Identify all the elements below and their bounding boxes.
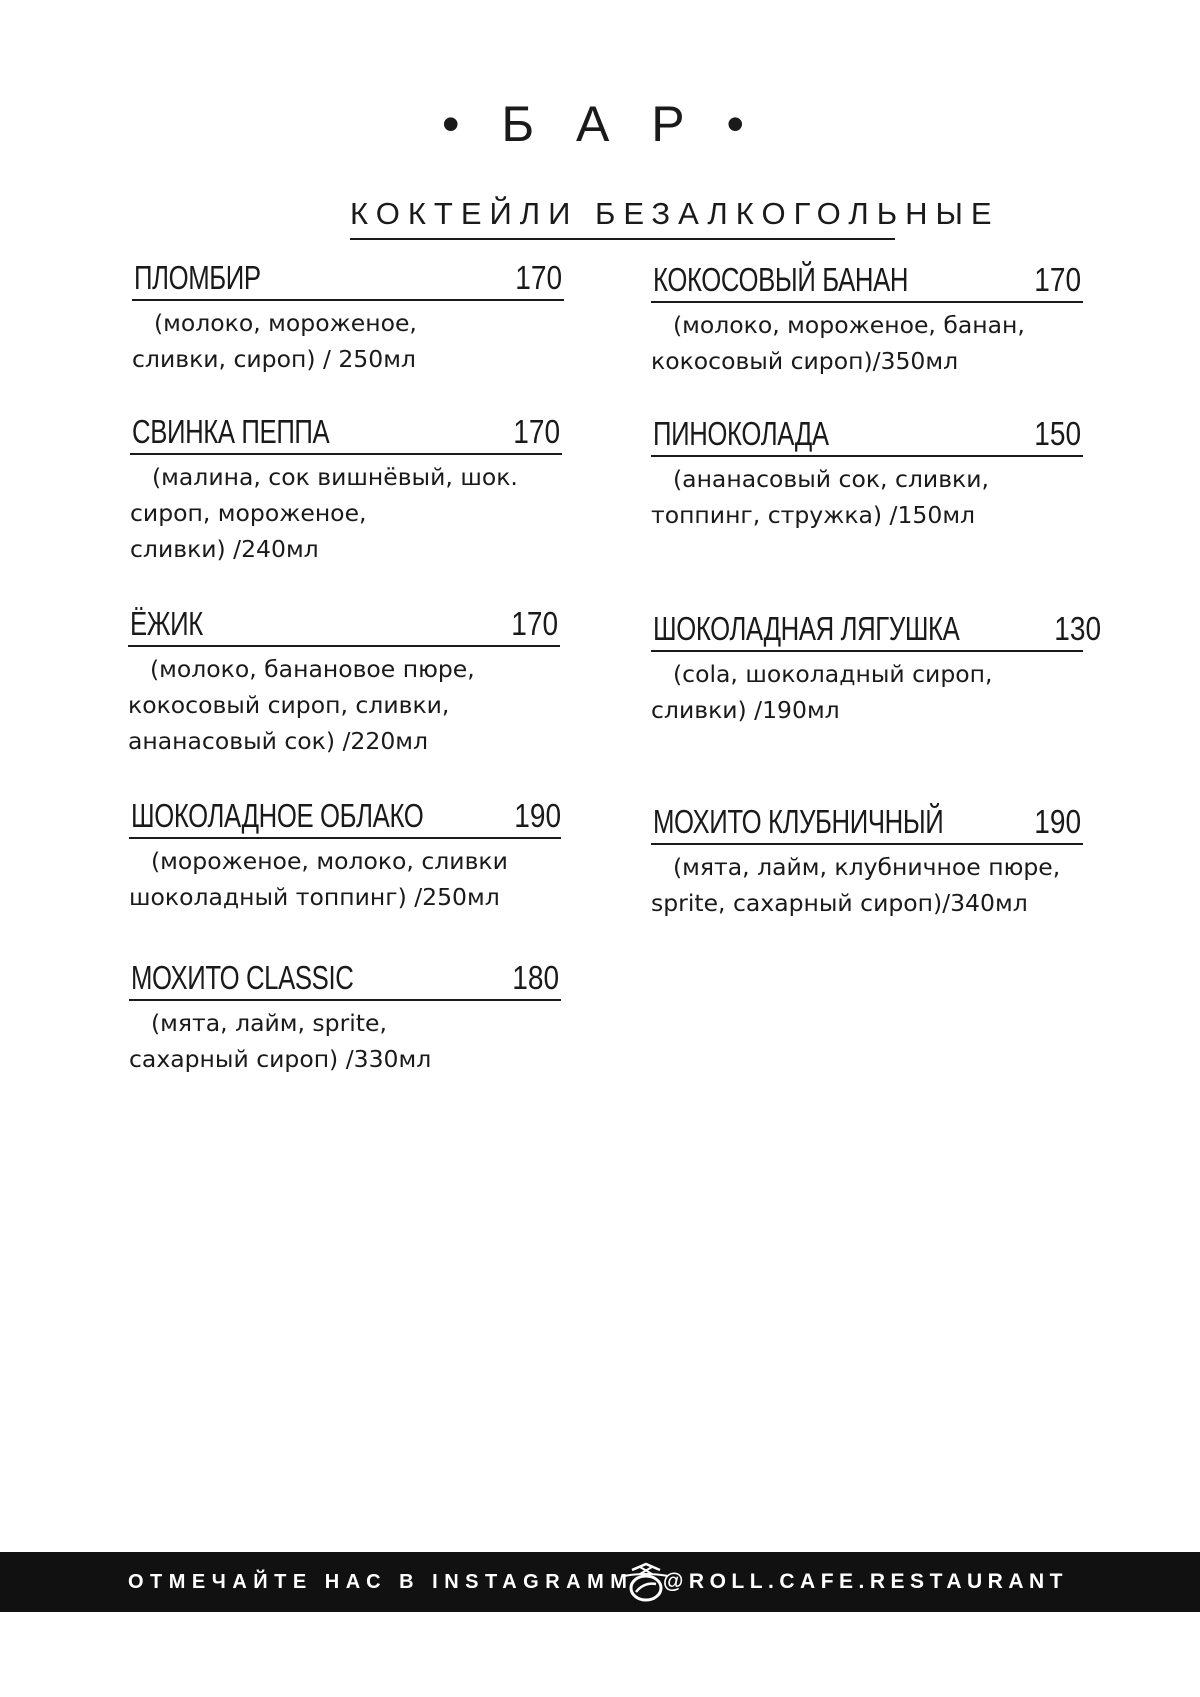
menu-item bbox=[130, 412, 562, 567]
menu-item-header bbox=[128, 604, 560, 647]
menu-item-price: 190 bbox=[1034, 803, 1081, 840]
menu-item bbox=[651, 802, 1083, 921]
menu-item-header bbox=[651, 260, 1083, 303]
menu-item-price: 180 bbox=[512, 959, 559, 996]
menu-item-name: ШОКОЛАДНАЯ ЛЯГУШКА bbox=[653, 610, 960, 647]
menu-item bbox=[128, 604, 560, 759]
menu-item-header bbox=[129, 796, 561, 839]
menu-item-price: 130 bbox=[1054, 610, 1101, 647]
menu-item-name: МОХИТО CLASSIC bbox=[131, 959, 354, 996]
menu-item-header bbox=[132, 258, 564, 301]
menu-item-description: (мята, лайм, sprite, сахарный сироп) /330мл bbox=[129, 1009, 432, 1073]
menu-item-name: ПИНОКОЛАДА bbox=[653, 415, 829, 452]
menu-item bbox=[129, 796, 561, 915]
footer-instagram-text: ОТМЕЧАЙТЕ НАС В INSTAGRAMM bbox=[128, 1571, 634, 1593]
menu-item bbox=[651, 609, 1101, 728]
page-title: • Б А Р • bbox=[441, 96, 759, 152]
menu-item-description: (cola, шоколадный сироп, сливки) /190мл bbox=[651, 660, 993, 724]
menu-item bbox=[651, 260, 1083, 379]
menu-item-name: ПЛОМБИР bbox=[134, 259, 261, 296]
footer-bar bbox=[0, 1552, 1200, 1612]
menu-item-description: (мороженое, молоко, сливки шоколадный топпинг) /250мл bbox=[129, 847, 508, 911]
menu-item-header bbox=[651, 414, 1083, 457]
menu-item-description: (молоко, мороженое, сливки, сироп) / 250мл bbox=[132, 309, 417, 373]
section-title: КОКТЕЙЛИ БЕЗАЛКОГОЛЬНЫЕ bbox=[350, 192, 895, 240]
menu-item-price: 170 bbox=[511, 605, 558, 642]
menu-item-name: ШОКОЛАДНОЕ ОБЛАКО bbox=[131, 797, 424, 834]
menu-item-header bbox=[130, 412, 562, 455]
menu-item bbox=[132, 258, 564, 377]
menu-item-name: ЁЖИК bbox=[130, 605, 203, 642]
menu-item-header bbox=[129, 958, 561, 1001]
menu-item-price: 170 bbox=[513, 413, 560, 450]
menu-item-name: МОХИТО КЛУБНИЧНЫЙ bbox=[653, 803, 944, 840]
footer-handle-text: @ROLL.CAFE.RESTAURANT bbox=[662, 1570, 1068, 1593]
menu-item-name: СВИНКА ПЕППА bbox=[132, 413, 330, 450]
menu-item-description: (молоко, банановое пюре, кокосовый сироп, сливки, ананасовый сок) /220мл bbox=[128, 655, 475, 755]
menu-item-header bbox=[651, 609, 1101, 652]
menu-item-price: 170 bbox=[1034, 261, 1081, 298]
menu-item-description: (ананасовый сок, сливки, топпинг, стружка) /150мл bbox=[651, 465, 989, 529]
menu-item-description: (молоко, мороженое, банан, кокосовый сироп)/350мл bbox=[651, 311, 1025, 375]
menu-item bbox=[651, 414, 1083, 533]
menu-item-name: КОКОСОВЫЙ БАНАН bbox=[653, 261, 909, 298]
menu-item-header bbox=[651, 802, 1083, 845]
menu-item-description: (малина, сок вишнёвый, шок. сироп, мороженое, сливки) /240мл bbox=[130, 463, 518, 563]
menu-item-price: 150 bbox=[1034, 415, 1081, 452]
menu-item bbox=[129, 958, 561, 1077]
menu-item-price: 170 bbox=[515, 259, 562, 296]
menu-item-description: (мята, лайм, клубничное пюре, sprite, сахарный сироп)/340мл bbox=[651, 853, 1061, 917]
menu-item-price: 190 bbox=[514, 797, 561, 834]
